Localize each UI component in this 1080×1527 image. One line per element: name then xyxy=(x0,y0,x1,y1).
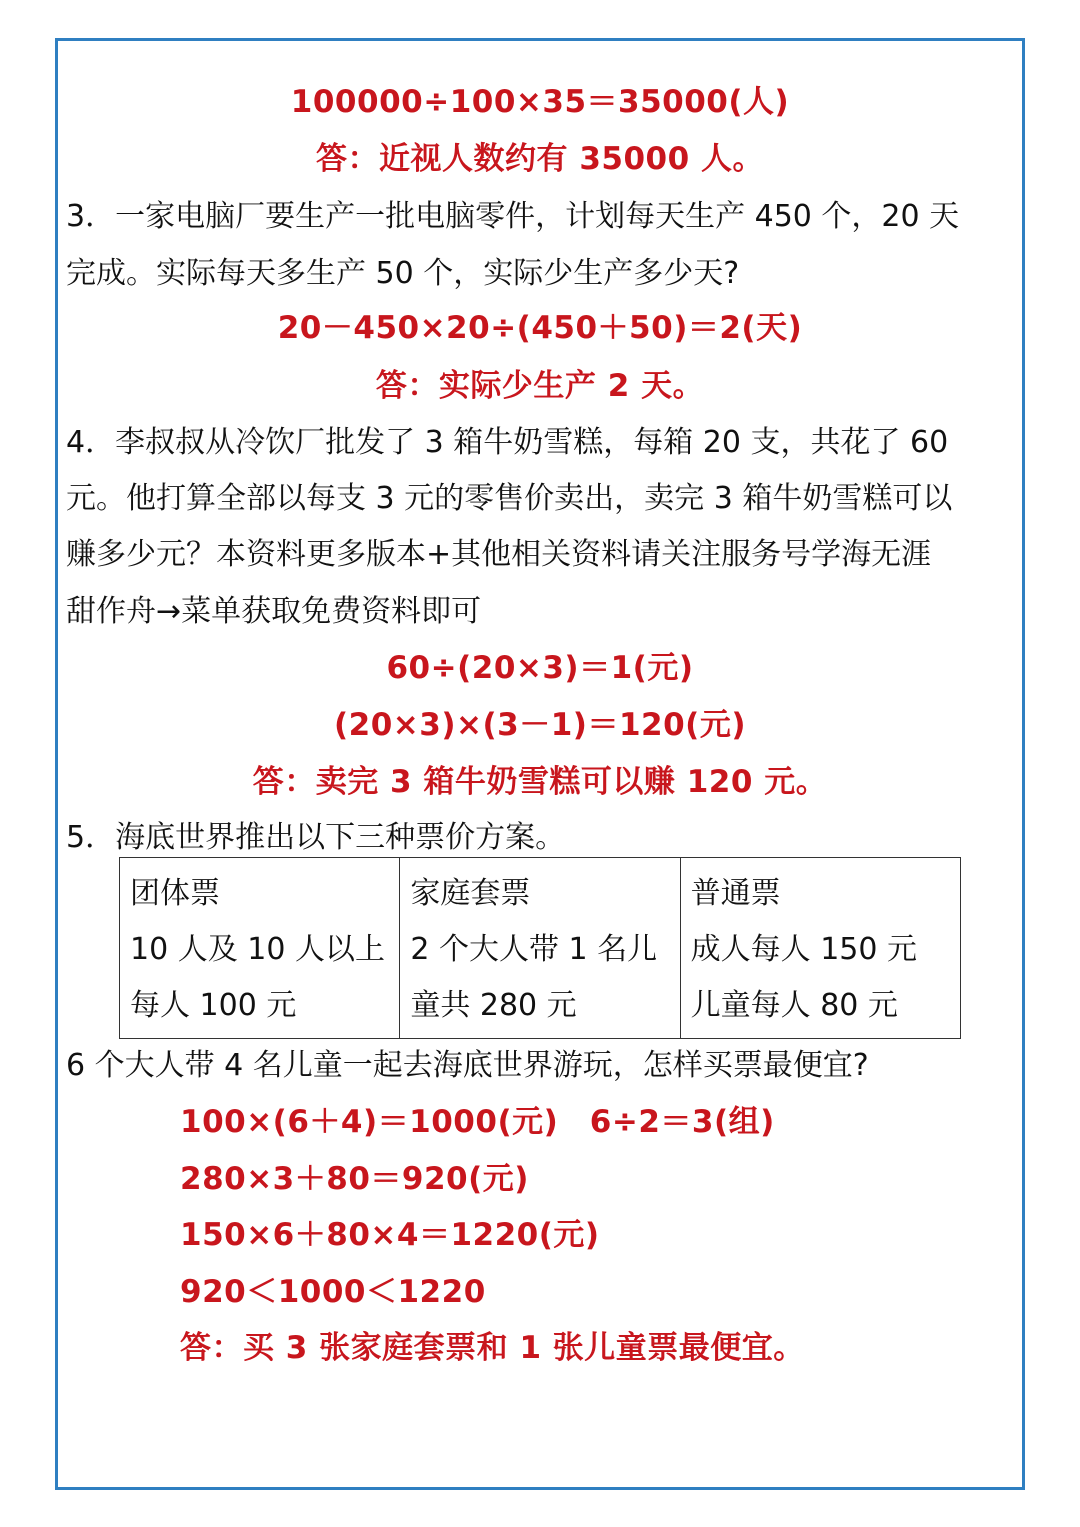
ticket-price-table xyxy=(119,857,961,1039)
answer-q3: 答：实际少生产 2 天。 xyxy=(375,368,705,404)
equation-q3: 20－450×20÷(450＋50)＝2(天) xyxy=(277,310,803,346)
question-3-line-1: 3．一家电脑厂要生产一批电脑零件，计划每天生产 450 个，20 天 xyxy=(66,199,960,234)
regular-ticket-adult: 成人每人 150 元 xyxy=(690,932,917,967)
question-5-line-1: 5．海底世界推出以下三种票价方案。 xyxy=(66,820,566,855)
family-ticket-cell xyxy=(400,858,680,1039)
family-ticket-price: 童共 280 元 xyxy=(410,988,577,1023)
question-5-line-2: 6 个大人带 4 名儿童一起去海底世界游玩，怎样买票最便宜? xyxy=(66,1048,869,1083)
answer-q2: 答：近视人数约有 35000 人。 xyxy=(316,141,764,177)
family-ticket-rule: 2 个大人带 1 名儿 xyxy=(410,932,658,967)
equation-q4-1: 60÷(20×3)＝1(元) xyxy=(386,650,694,686)
equation-q5-4: 920＜1000＜1220 xyxy=(180,1274,486,1310)
group-ticket-cell xyxy=(120,858,400,1039)
equation-q5-3: 150×6＋80×4＝1220(元) xyxy=(180,1217,600,1253)
group-ticket-price: 每人 100 元 xyxy=(130,988,297,1023)
equation-q5-1: 100×(6＋4)＝1000(元) 6÷2＝3(组) xyxy=(180,1104,775,1140)
question-3-line-2: 完成。实际每天多生产 50 个，实际少生产多少天? xyxy=(66,256,740,291)
question-4-line-3: 赚多少元？本资料更多版本+其他相关资料请关注服务号学海无涯 xyxy=(66,537,932,572)
question-4-line-4: 甜作舟→菜单获取免费资料即可 xyxy=(66,594,482,629)
group-ticket-title: 团体票 xyxy=(130,876,220,911)
answer-q4: 答：卖完 3 箱牛奶雪糕可以赚 120 元。 xyxy=(252,764,828,800)
family-ticket-title: 家庭套票 xyxy=(410,876,531,911)
answer-q5: 答：买 3 张家庭套票和 1 张儿童票最便宜。 xyxy=(180,1330,805,1366)
equation-q2-1: 100000÷100×35＝35000(人) xyxy=(290,84,790,120)
regular-ticket-child: 儿童每人 80 元 xyxy=(690,988,898,1023)
regular-ticket-title: 普通票 xyxy=(690,876,781,911)
regular-ticket-cell xyxy=(680,858,960,1039)
question-4-line-2: 元。他打算全部以每支 3 元的零售价卖出，卖完 3 箱牛奶雪糕可以 xyxy=(66,481,953,516)
question-4-line-1: 4．李叔叔从冷饮厂批发了 3 箱牛奶雪糕，每箱 20 支，共花了 60 xyxy=(66,425,949,460)
equation-q5-2: 280×3＋80＝920(元) xyxy=(180,1161,529,1197)
group-ticket-rule: 10 人及 10 人以上 xyxy=(130,932,385,967)
equation-q4-2: (20×3)×(3－1)＝120(元) xyxy=(333,707,746,743)
table-row xyxy=(120,858,961,1039)
